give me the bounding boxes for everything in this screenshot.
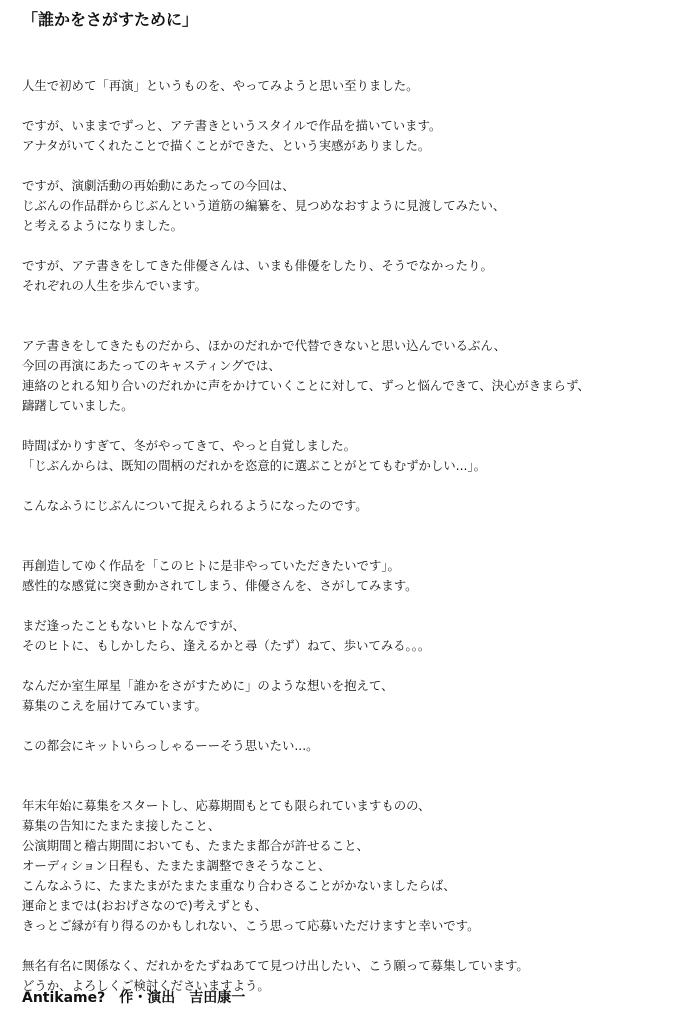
section-gap — [22, 516, 682, 556]
text-line: 躊躇していました。 — [22, 398, 134, 413]
text-line: 公演期間と稽古期間においても、たまたま都合が許せること、 — [22, 838, 369, 853]
paragraph — [22, 176, 682, 236]
text-line: 感性的な感覚に突き動かされてしまう、俳優さんを、さがしてみます。 — [22, 578, 418, 593]
paragraph-gap — [22, 596, 682, 616]
paragraph — [22, 556, 682, 596]
signature: Antikame? 作・演出 吉田康一 — [22, 990, 246, 1006]
paragraph — [22, 736, 682, 756]
paragraph — [22, 676, 682, 716]
paragraph — [22, 796, 682, 936]
text-line: そのヒトに、もしかしたら、逢えるかと尋（たず）ねて、歩いてみる。。。 — [22, 638, 431, 653]
paragraph — [22, 436, 682, 476]
text-line: ですが、演劇活動の再始動にあたっての今回は、 — [22, 178, 295, 193]
paragraph-gap — [22, 936, 682, 956]
paragraph-gap — [22, 156, 682, 176]
paragraph-gap — [22, 476, 682, 496]
text-line: こんなふうに、たまたまがたまたま重なり合わさることがかないましたらば、 — [22, 878, 456, 893]
text-line: 時間ばかりすぎて、冬がやってきて、やっと自覚しました。 — [22, 438, 357, 453]
text-line: まだ逢ったこともないヒトなんですが、 — [22, 618, 246, 633]
text-line: 再創造してゆく作品を「このヒトに是非やっていただきたいです」。 — [22, 558, 400, 573]
text-line: 人生で初めて「再演」というものを、やってみようと思い至りました。 — [22, 78, 419, 93]
text-line: 連絡のとれる知り合いのだれかに声をかけていくことに対して、ずっと悩んできて、決心がきまらず、 — [22, 378, 590, 393]
text-line: どうか、よろしくご検討くださいますよう。 — [22, 978, 270, 993]
section-gap — [22, 756, 682, 796]
paragraph — [22, 256, 682, 296]
text-line: きっとご縁が有り得るのかもしれない、こう思って応募いただけますと幸いです。 — [22, 918, 480, 933]
text-line: 無名有名に関係なく、だれかをたずねあてて見つけ出したい、こう願って募集しています。 — [22, 958, 529, 973]
paragraph-gap — [22, 656, 682, 676]
paragraph — [22, 616, 682, 656]
text-line: ですが、アテ書きをしてきた俳優さんは、いまも俳優をしたり、そうでなかったり。 — [22, 258, 493, 273]
text-line: ですが、いままでずっと、アテ書きというスタイルで作品を描いています。 — [22, 118, 442, 133]
text-line: それぞれの人生を歩んでいます。 — [22, 278, 207, 293]
paragraph-gap — [22, 236, 682, 256]
text-line: オーディション日程も、たまたま調整できそうなこと、 — [22, 858, 331, 873]
text-line: 募集の告知にたまたま接したこと、 — [22, 818, 221, 833]
text-line: アナタがいてくれたことで描くことができた、という実感がありました。 — [22, 138, 431, 153]
text-line: 運命とまでは(おおげさなので)考えずとも、 — [22, 898, 268, 913]
paragraph — [22, 76, 682, 96]
text-line: こんなふうにじぶんについて捉えられるようになったのです。 — [22, 498, 368, 513]
text-line: この都会にキットいらっしゃるーーそう思いたい...。 — [22, 738, 319, 753]
text-line: と考えるようになりました。 — [22, 218, 184, 233]
text-line: なんだか室生犀星「誰かをさがすために」のような想いを抱えて、 — [22, 678, 394, 693]
paragraph — [22, 116, 682, 156]
text-line: 「じぶんからは、既知の間柄のだれかを恣意的に選ぶことがとてもむずかしい...」。 — [22, 458, 487, 473]
text-line: アテ書きをしてきたものだから、ほかのだれかで代替できないと思い込んでいるぶん、 — [22, 338, 506, 353]
paragraph — [22, 496, 682, 516]
paragraph-gap — [22, 96, 682, 116]
document-title: 「誰かをさがすために」 — [22, 10, 199, 29]
text-line: じぶんの作品群からじぶんという道筋の編纂を、見つめなおすように見渡してみたい、 — [22, 198, 506, 213]
text-line: 年末年始に募集をスタートし、応募期間もとても限られていますものの、 — [22, 798, 431, 813]
document-body — [22, 76, 682, 996]
paragraph-gap — [22, 716, 682, 736]
text-line: 募集のこえを届けてみています。 — [22, 698, 207, 713]
section-gap — [22, 296, 682, 336]
paragraph-gap — [22, 416, 682, 436]
paragraph — [22, 336, 682, 416]
text-line: 今回の再演にあたってのキャスティングでは、 — [22, 358, 281, 373]
